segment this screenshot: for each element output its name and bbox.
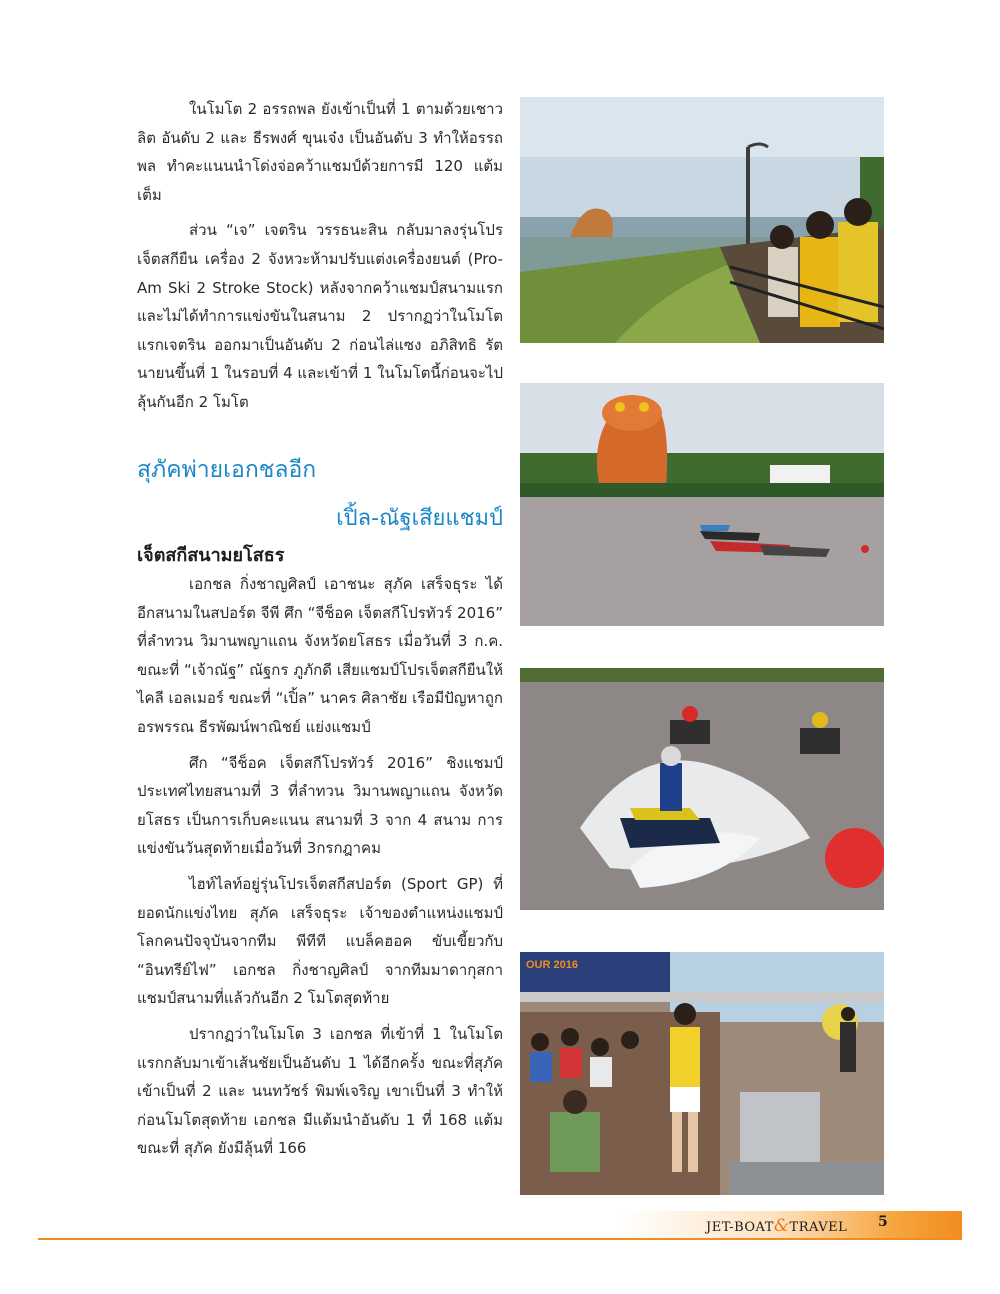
headline-line-2: เปิ้ล-ณัฐเสียแชมป์ xyxy=(336,506,503,531)
article-paragraph: ไฮท์ไลท์อยู่รุ่นโปรเจ็ตสกีสปอร์ต (Sport GP) ที่ยอดนักแข่งไทย สุภัค เสร็จธุระ เจ้าของตำแหน่งแชมป์โลกคนปัจจุบันจากทีม พีทีที แบล็คฮอค ขับเขี้ยวกับ “อินทรีย์ไฟ” เอกชล กิ่งชาญศิลป์ จากทีมมาดากุสกาแชมป์สนามที่แล้วกันอีก 2 โมโตสุดท้าย xyxy=(137,874,503,1008)
banner-text: OUR 2016 xyxy=(526,959,578,971)
article-paragraph: ส่วน “เจ” เจตริน วรรธนะสิน กลับมาลงรุ่นโปรเจ็ตสกียืน เครื่อง 2 จังหวะห้ามปรับแต่งเครื่องยนต์ (Pro-Am Ski 2 Stroke Stock) หลังจากคว้าแชมป์สนามแรกและไม่ได้ทำการแข่งขันในสนาม 2 ปรากฏว่าในโมโตแรกเจตริน ออกมาเป็นอันดับ 2 ก่อนไล่แซง อภิสิทธิ รัตนายนขึ้นที่ 1 ในรอบที่ 4 และเข้าที่ 1 ในโมโตนี้ก่อนจะไปลุ้นกันอีก 2 โมโต xyxy=(137,221,503,411)
subheading: เจ็ตสกีสนามยโสธร xyxy=(137,545,285,566)
photo-jetski-racing xyxy=(520,668,884,910)
footer-divider xyxy=(38,1238,962,1240)
photo-spectators-riverside xyxy=(520,97,884,343)
article-top-column xyxy=(137,95,503,417)
article-paragraph: เอกชล กิ่งชาญศิลป์ เอาชนะ สุภัค เสร็จธุระ ได้อีกสนามในสปอร์ต จีพี ศึก “จีช็อค เจ็ตสกีโปรทัวร์ 2016” ที่ลำทวน วิมานพญาแถน จังหวัดยโสธร เมื่อวันที่ 3 ก.ค. ขณะที่ “เจ้าณัฐ” ณัฐกร ภูภักดี เสียแชมป์โปรเจ็ตสกียืนให้ไคลี เอลเมอร์ ขณะที่ “เปิ้ล” นาคร ศิลาชัย เรือมีปัญหาถูก อรพรรณ ธีรพัฒน์พาณิชย์ แย่งแชมป์ xyxy=(137,575,504,736)
article-paragraph: ในโมโต 2 อรรถพล ยังเข้าเป็นที่ 1 ตามด้วยเชาวลิต อันดับ 2 และ ธีรพงศ์ ขุนเจ๋ง เป็นอันดับ 3 ทำให้อรรถพล ทำคะแนนนำโด่งจ่อคว้าแชมป์ด้วยการมี 120 แต้มเต็ม xyxy=(137,100,503,204)
brand-ampersand: & xyxy=(773,1216,790,1236)
article-paragraph: ปรากฏว่าในโมโต 3 เอกชล ที่เข้าที่ 1 ในโมโตแรกกลับมาเข้าเส้นชัยเป็นอันดับ 1 ได้อีกครั้ง ขณะที่สุภัค เข้าเป็นที่ 2 และ นนทวัชร์ พิมพ์เจริญ เขาเป็นที่ 3 ทำให้ก่อนโมโตสุดท้าย เอกชล มีแต้มนำอันดับ 1 ที่ 168 แต้ม ขณะที่ สุภัค ยังมีลุ้นที่ 166 xyxy=(137,1024,503,1158)
publication-brand xyxy=(706,1216,847,1236)
headline-line-1: สุภัคพ่ายเอกชลอีก xyxy=(137,457,317,483)
photo-crowd-promo-model xyxy=(520,952,884,1195)
article-bottom-column xyxy=(137,570,503,1163)
brand-left: JET-BOAT xyxy=(706,1220,774,1235)
photo-toad-statue-jetskis xyxy=(520,383,884,626)
page-number: 5 xyxy=(878,1214,888,1230)
brand-right: TRAVEL xyxy=(789,1220,848,1235)
article-paragraph: ศึก “จีช็อค เจ็ตสกีโปรทัวร์ 2016” ชิงแชมป์ประเทศไทยสนามที่ 3 ที่ลำทวน วิมานพญาแถน จังหวัดยโสธร เป็นการเก็บคะแนน สนามที่ 3 จาก 4 สนาม การแข่งขันวันสุดท้ายเมื่อวันที่ 3กรกฎาคม xyxy=(137,753,503,858)
